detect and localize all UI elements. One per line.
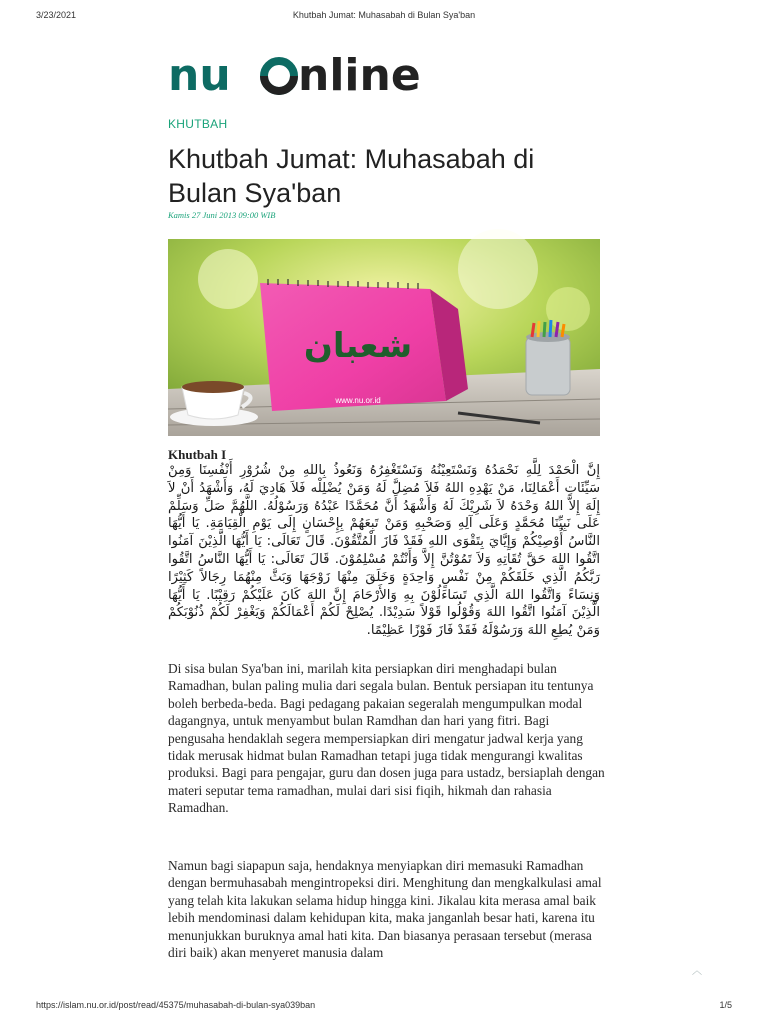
calendar-arabic-text: شعبان bbox=[303, 326, 413, 366]
print-header bbox=[0, 10, 768, 24]
logo-nu: nu bbox=[168, 50, 231, 101]
article-paragraph: Di sisa bulan Sya'ban ini, marilah kita persiapkan diri menghadapi bulan Ramadhan, bulan paling mulia dari segala bulan. Bentuk persiapan itu tentunya boleh berbeda-beda. Bagi pedagang pakaian segeralah mengumpulkan modal dagangnya, untuk menyambut bulan Ramdhan dan hari yang fitri. Bagi pengusaha hendaklah segera mempersiapkan diri mengatur jadwal kerja yang tidak merusak hidmat bulan Ramadhan tetapi juga tidak mengurangi kwalitas produksi. Bagi para pengajar, guru dan dosen juga para ustadz, bersiaplah dengan materi seputar tema ramadhan, mulai dari sisi fiqih, hikmah dan rahasia Ramadhan. bbox=[168, 661, 605, 816]
logo-ring-icon bbox=[264, 61, 294, 91]
nu-online-logo[interactable] bbox=[168, 50, 421, 101]
article-category[interactable]: KHUTBAH bbox=[168, 117, 228, 131]
arabic-khutbah-text: إِنَّ الْحَمْدَ لِلَّهِ نَحْمَدُهُ وَنَسْتَعِيْنُهُ وَنَسْتَغْفِرُهُ وَنَعُوذُ بِاللهِ مِنْ شُرُوْرِ أَنْفُسِنَا وَمِنْ سَيِّئَاتِ أَعْمَالِنَا، مَنْ يَهْدِهِ اللهُ فَلاَ مُضِلَّ لَهُ وَمَنْ يُضْلِلْه فَلاَ هَادِيَ لَهُ، وَأَشْهَدُ أَنْ لاَ إِلَهَ إِلاَّ اللهُ وَحْدَهُ لاَ شَرِيْكَ لَهُ وَأَشْهَدُ أَنَّ مُحَمَّدًا عَبْدُهُ وَرَسُوْلُهُ. اللَّهُمَّ صَلِّ وَسَلِّمْ عَلَى نَبِيِّنَا مُحَمَّدٍ وَعَلَى آلِهِ وَصَحْبِهِ وَمَنْ تَبِعَهُمْ بِإِحْسَانٍ إِلَى يَوْمِ الْقِيَامَةِ. يَا أَيُّهَا النَّاسُ أُوْصِيْكُمْ وَإِيَّايَ بِتَقْوَى اللهِ فَقَدْ فَازَ الْمُتَّقُوْنَ. قَالَ تَعَالَى: يَا أَيُّهَا الَّذِيْنَ آمَنُوا اتَّقُوا اللهَ حَقَّ تُقَاتِهِ وَلاَ تَمُوْتُنَّ إِلاَّ وَأَنْتُمْ مُسْلِمُوْنَ. قَالَ تَعَالَى: يَا أَيُّهَا النَّاسُ اتَّقُوا رَبَّكُمُ الَّذِي خَلَقَكُمْ مِنْ نَفْسٍ وَاحِدَةٍ وَخَلَقَ مِنْهَا زَوْجَهَا وَبَثَّ مِنْهُمَا رِجَالاً كَثِيْرًا وَنِسَاءً وَاتَّقُوا اللهَ الَّذِي تَسَاءَلُوْنَ بِهِ وَالأَرْحَامَ إِنَّ اللهَ كَانَ عَلَيْكُمْ رَقِيْبًا. يَا أَيُّهَا الَّذِيْنَ آمَنُوا اتَّقُوا اللهَ وَقُوْلُوا قَوْلاً سَدِيْدًا. يُصْلِحْ لَكُمْ أَعْمَالَكُمْ وَيَغْفِرْ لَكُمْ ذُنُوْبَكُمْ وَمَنْ يُطِعِ اللهَ وَرَسُوْلَهُ فَقَدْ فَازَ فَوْزًا عَظِيْمًا. bbox=[168, 463, 600, 639]
page-number: 1/5 bbox=[719, 1000, 732, 1010]
article-date: Kamis 27 Juni 2013 09:00 WIB bbox=[168, 210, 276, 220]
article-title: Khutbah Jumat: Muhasabah di Bulan Sya'ban bbox=[168, 144, 535, 208]
khutbah-heading: Khutbah I bbox=[168, 447, 227, 462]
article-paragraph: Namun bagi siapapun saja, hendaknya menyiapkan diri memasuki Ramadhan dengan bermuhasabah mengintropeksi diri. Menghitung dan mengkalkulasi amal yang telah kita lakukan selama hidup hingga kini. Jikalau kita merasa amal baik lebih mendominasi dalam kehidupan kita, maka janganlah besar hati, karena itu menunjukkan buruknya amal hati kita. Dan biasanya perasaan tersebut (merasa diri baik) akan menyeret manusia dalam bbox=[168, 858, 602, 961]
print-footer bbox=[0, 1000, 768, 1014]
article-hero-image bbox=[168, 239, 600, 436]
print-date: 3/23/2021 bbox=[36, 10, 77, 20]
page-url: https://islam.nu.or.id/post/read/45375/muhasabah-di-bulan-sya039ban bbox=[36, 1000, 316, 1010]
logo-online: nline bbox=[298, 50, 421, 101]
print-title: Khutbah Jumat: Muhasabah di Bulan Sya'ban bbox=[292, 10, 476, 20]
image-watermark: www.nu.or.id bbox=[335, 396, 381, 405]
chevron-up-icon[interactable]: ︿ bbox=[692, 966, 702, 977]
